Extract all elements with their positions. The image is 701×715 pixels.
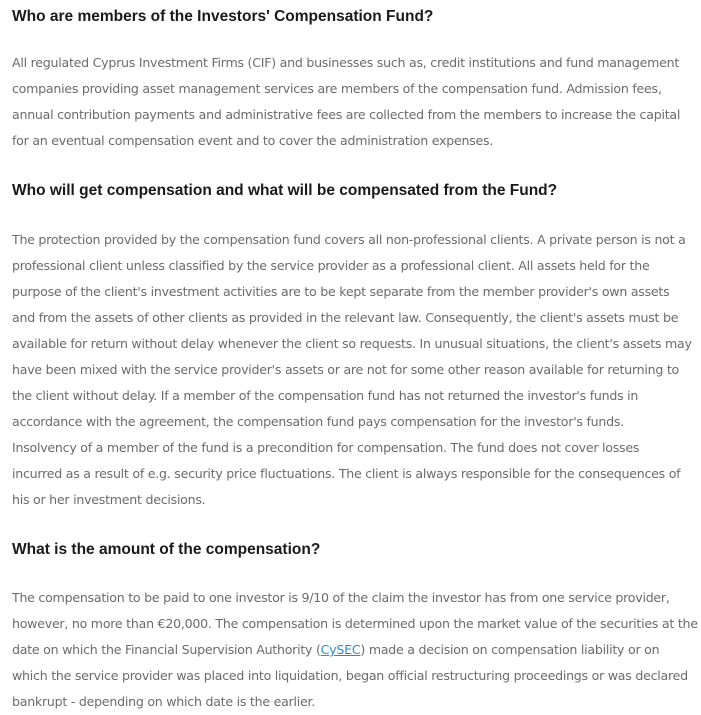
answer-line: accordance with the agreement, the compensation fund pays compensation for the investor's funds. bbox=[12, 414, 624, 429]
answer-text: date on which the Financial Supervision Authority ( bbox=[12, 642, 321, 657]
answer-line: All regulated Cyprus Investment Firms (CIF) and businesses such as, credit institutions and fund management bbox=[12, 55, 680, 70]
answer-line: The compensation to be paid to one investor is 9/10 of the claim the investor has from one service provider, bbox=[12, 590, 670, 605]
question-compensation-amount: What is the amount of the compensation? bbox=[12, 541, 321, 558]
answer-line: his or her investment decisions. bbox=[12, 492, 206, 507]
answer-line: for an eventual compensation event and to cover the administration expenses. bbox=[12, 133, 494, 148]
answer-line: bankrupt - depending on which date is the earlier. bbox=[12, 694, 315, 709]
answer-text: ) made a decision on compensation liability or on bbox=[360, 642, 660, 657]
answer-fund-members bbox=[12, 50, 680, 154]
answer-line: incurred as a result of e.g. security price fluctuations. The client is always responsible for the consequences of bbox=[12, 466, 681, 481]
answer-line-with-link bbox=[12, 637, 698, 663]
question-who-gets-compensation: Who will get compensation and what will be compensated from the Fund? bbox=[12, 182, 558, 199]
answer-line: Insolvency of a member of the fund is a precondition for compensation. The fund does not cover losses bbox=[12, 440, 640, 455]
answer-line: have been mixed with the service provider's assets or are not for some other reason available for returning to bbox=[12, 362, 680, 377]
answer-line: and from the assets of other clients as provided in the relevant law. Consequently, the client's assets must be bbox=[12, 310, 679, 325]
answer-line: companies providing asset management services are members of the compensation fund. Admission fees, bbox=[12, 81, 662, 96]
question-investors-compensation-fund-members: Who are members of the Investors' Compensation Fund? bbox=[12, 8, 434, 25]
answer-line: purpose of the client's investment activities are to be kept separate from the member provider's own assets bbox=[12, 284, 670, 299]
answer-compensation-amount bbox=[12, 585, 698, 715]
cysec-link[interactable]: CySEC bbox=[320, 642, 361, 657]
answer-who-gets-compensation bbox=[12, 227, 692, 513]
answer-line: annual contribution payments and administrative fees are collected from the members to increase the capital bbox=[12, 107, 681, 122]
answer-line: available for return without delay whenever the client so requests. In unusual situations, the client's assets may bbox=[12, 336, 692, 351]
answer-line: which the service provider was placed into liquidation, began official restructuring proceedings or was declared bbox=[12, 668, 688, 683]
answer-line: The protection provided by the compensation fund covers all non-professional clients. A private person is not a bbox=[12, 232, 686, 247]
answer-line: professional client unless classified by the service provider as a professional client. All assets held for the bbox=[12, 258, 650, 273]
answer-line: however, no more than €20,000. The compensation is determined upon the market value of the securities at the bbox=[12, 616, 698, 631]
answer-line: the client without delay. If a member of the compensation fund has not returned the investor's funds in bbox=[12, 388, 639, 403]
